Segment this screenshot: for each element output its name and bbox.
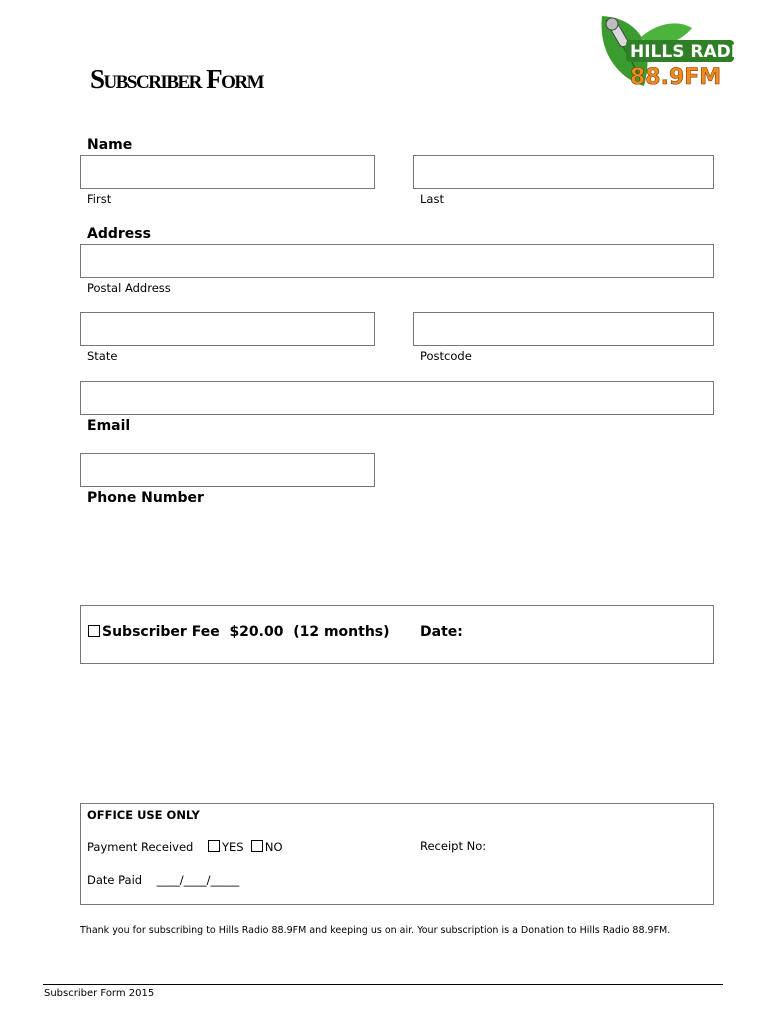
no-label: NO <box>264 840 283 854</box>
fee-date-label: Date: <box>420 624 463 640</box>
email-field[interactable] <box>80 381 714 415</box>
first-name-field[interactable] <box>80 155 375 189</box>
address-heading: Address <box>87 226 151 242</box>
hills-radio-logo <box>596 12 752 92</box>
footer-rule <box>43 984 723 985</box>
footer-text: Subscriber Form 2015 <box>44 988 155 999</box>
fee-amount: $20.00 <box>229 624 284 640</box>
thank-you-note: Thank you for subscribing to Hills Radio 88.9FM and keeping us on air. Your subscription is a Donation to Hills Radio 88.9FM. <box>80 925 671 936</box>
last-label: Last <box>420 192 444 206</box>
subscriber-fee-checkbox[interactable] <box>88 625 100 637</box>
email-heading: Email <box>87 418 131 434</box>
postcode-label: Postcode <box>420 349 472 363</box>
date-paid-blank[interactable]: ____/____/_____ <box>156 873 240 887</box>
phone-field[interactable] <box>80 453 375 487</box>
svg-text:HILLS RADIO: HILLS RADIO <box>630 42 752 62</box>
last-name-field[interactable] <box>413 155 714 189</box>
name-heading: Name <box>87 137 133 153</box>
date-paid-row <box>87 873 239 887</box>
subscriber-fee-row[interactable] <box>88 624 390 640</box>
receipt-no-label: Receipt No: <box>420 839 487 853</box>
first-label: First <box>87 192 112 206</box>
state-field[interactable] <box>80 312 375 346</box>
yes-label: YES <box>221 840 244 854</box>
postcode-field[interactable] <box>413 312 714 346</box>
payment-received-label: Payment Received <box>87 840 194 854</box>
yes-checkbox[interactable] <box>208 840 220 852</box>
office-use-heading: OFFICE USE ONLY <box>87 808 200 822</box>
payment-received-row <box>87 840 283 854</box>
date-paid-label: Date Paid <box>87 873 143 887</box>
phone-heading: Phone Number <box>87 490 204 506</box>
fee-period: (12 months) <box>293 624 390 640</box>
svg-text:88.9FM: 88.9FM <box>630 65 722 90</box>
subscriber-fee-label: Subscriber Fee <box>102 624 220 640</box>
page-title: Subscriber Form <box>90 64 264 94</box>
state-label: State <box>87 349 118 363</box>
postal-address-field[interactable] <box>80 244 714 278</box>
no-checkbox[interactable] <box>251 840 263 852</box>
postal-address-label: Postal Address <box>87 281 171 295</box>
